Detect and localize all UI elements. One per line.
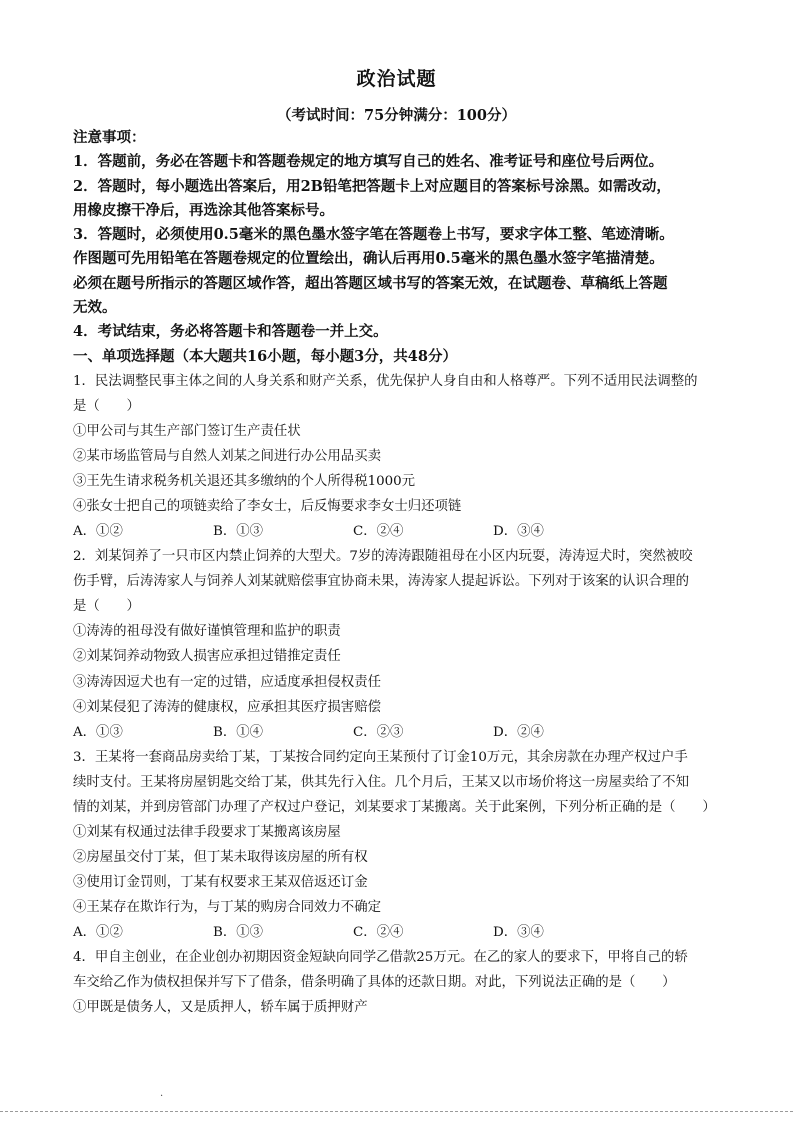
question-item: ④刘某侵犯了涛涛的健康权，应承担其医疗损害赔偿 [73, 699, 381, 715]
option-c: C．②④ [353, 925, 404, 940]
question-item: ③涛涛因逗犬也有一定的过错，应适度承担侵权责任 [73, 674, 381, 690]
question-stem-line: 情的刘某，并到房管部门办理了产权过户登记，刘某要求丁某搬离。关于此案例，下列分析正确的是（ ） [73, 799, 716, 815]
question-item: ③王先生请求税务机关退还其多缴纳的个人所得税1000元 [73, 474, 416, 490]
option-d: D．③④ [493, 524, 544, 540]
page-title: 政治试题 [356, 68, 437, 90]
question-stem-line: 续时支付。王某将房屋钥匙交给丁某，供其先行入住。几个月后，王某又以市场价将这一房屋卖给了不知 [73, 774, 689, 790]
option-c: C．②④ [353, 524, 404, 540]
question-stem-line: 伤手臂，后涛涛家人与饲养人刘某就赔偿事宜协商未果，涛涛家人提起诉讼。下列对于该案的认识合理的 [73, 574, 689, 590]
exam-time-info: （考试时间：75分钟满分：100分） [277, 107, 516, 124]
option-c: C．②③ [353, 724, 404, 740]
question-stem-line: 2．刘某饲养了一只市区内禁止饲养的大型犬。7岁的涛涛跟随祖母在小区内玩耍，涛涛逗犬时，突然被咬 [73, 549, 693, 565]
notice-line: 无效。 [73, 299, 117, 317]
question-item: ①刘某有权通过法律手段要求丁某搬离该房屋 [73, 824, 341, 840]
question-item: ④张女士把自己的项链卖给了李女士，后反悔要求李女士归还项链 [73, 499, 462, 515]
section-heading: 一、单项选择题（本大题共16小题，每小题3分，共48分） [73, 347, 457, 365]
question-item: ②某市场监管局与自然人刘某之间进行办公用品买卖 [73, 449, 381, 465]
option-b: B．①③ [213, 524, 264, 540]
question-stem-line: 4．甲自主创业，在企业创办初期因资金短缺向同学乙借款25万元。在乙的家人的要求下，甲将自己的轿 [73, 950, 688, 966]
notice-line: 3．答题时，必须使用0.5毫米的黑色墨水签字笔在答题卷上书写，要求字体工整、笔迹清晰。 [73, 226, 674, 244]
option-d: D．②④ [493, 724, 544, 740]
question-item: ①甲公司与其生产部门签订生产责任状 [73, 424, 301, 440]
option-d: D．③④ [493, 925, 544, 940]
answer-options [73, 519, 729, 544]
notice-line: 1．答题前，务必在答题卡和答题卷规定的地方填写自己的姓名、准考证号和座位号后两位。 [73, 153, 664, 171]
question-stem-line: 车交给乙作为债权担保并写下了借条，借条明确了具体的还款日期。对此，下列说法正确的是（ ） [73, 975, 676, 991]
question-item: ②刘某饲养动物致人损害应承担过错推定责任 [73, 649, 341, 665]
notice-line: 必须在题号所指示的答题区域作答，超出答题区域书写的答案无效，在试题卷、草稿纸上答题 [73, 274, 668, 292]
answer-options [73, 920, 729, 945]
notice-line: 作图题可先用铅笔在答题卷规定的位置绘出，确认后再用0.5毫米的黑色墨水签字笔描清楚。 [73, 250, 664, 268]
option-a: A．①② [73, 524, 123, 540]
question-item: ①甲既是债务人，又是质押人，轿车属于质押财产 [73, 1000, 368, 1016]
notice-line: 用橡皮擦干净后，再选涂其他答案标号。 [73, 201, 334, 219]
question-3 [73, 745, 729, 945]
footer-dot: . [160, 1088, 164, 1099]
question-1 [73, 369, 729, 544]
question-item: ①涛涛的祖母没有做好谨慎管理和监护的职责 [73, 624, 341, 640]
question-4 [73, 945, 729, 1020]
option-a: A．①② [73, 925, 123, 940]
option-a: A．①③ [73, 724, 123, 740]
notice-line: 4．考试结束，务必将答题卡和答题卷一并上交。 [73, 323, 388, 341]
exam-content [73, 126, 729, 1020]
question-item: ④王某存在欺诈行为，与丁某的购房合同效力不确定 [73, 899, 381, 915]
question-stem-line: 3．王某将一套商品房卖给丁某，丁某按合同约定向王某预付了订金10万元，其余房款在办理产权过户手 [73, 749, 688, 765]
answer-options [73, 720, 729, 745]
page-divider [0, 1111, 793, 1112]
question-2 [73, 544, 729, 744]
question-stem-line: 是（ ） [73, 599, 140, 615]
question-stem-line: 是（ ） [73, 399, 140, 415]
question-stem-line: 1．民法调整民事主体之间的人身关系和财产关系，优先保护人身自由和人格尊严。下列不适用民法调整的 [73, 373, 698, 389]
option-b: B．①④ [213, 724, 264, 740]
option-b: B．①③ [213, 925, 264, 940]
question-item: ③使用订金罚则，丁某有权要求王某双倍返还订金 [73, 874, 368, 890]
notice-heading: 注意事项： [73, 129, 146, 146]
question-item: ②房屋虽交付丁某，但丁某未取得该房屋的所有权 [73, 849, 368, 865]
notice-line: 2．答题时，每小题选出答案后，用2B铅笔把答题卡上对应题目的答案标号涂黑。如需改动， [73, 177, 671, 195]
